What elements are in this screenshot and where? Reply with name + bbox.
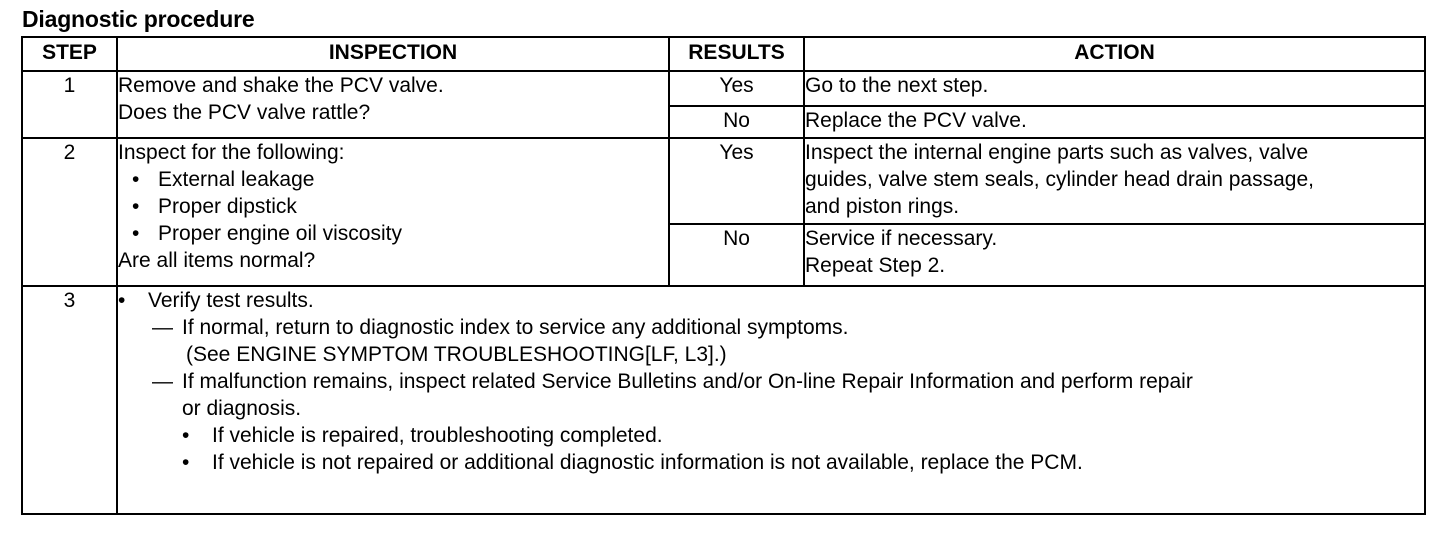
table-row-step-3 — [22, 286, 1425, 514]
action-cell — [804, 224, 1425, 286]
list-item-continuation: or diagnosis. — [182, 397, 302, 420]
list-item — [118, 166, 668, 193]
action-cell: Replace the PCV valve. — [804, 106, 1425, 138]
action-line: Service if necessary. — [805, 227, 998, 250]
list-item — [118, 220, 668, 247]
inspection-line: Are all items normal? — [118, 249, 316, 272]
bullet-icon: • — [132, 222, 140, 245]
header-action: ACTION — [804, 37, 1425, 71]
result-no: No — [669, 224, 804, 286]
list-item-text: If vehicle is not repaired or additional diagnostic information is not available, replace the PCM. — [212, 451, 1083, 474]
step-number: 3 — [22, 286, 117, 514]
header-results: RESULTS — [669, 37, 804, 71]
action-line: Repeat Step 2. — [805, 254, 946, 277]
list-item — [118, 287, 1424, 314]
dash-icon: — — [152, 370, 173, 393]
list-item-text: Verify test results. — [148, 289, 314, 312]
table-row-step-2-yes — [22, 138, 1425, 224]
bullet-icon: • — [132, 168, 140, 191]
list-item — [118, 368, 1424, 395]
result-yes: Yes — [669, 138, 804, 224]
bullet-icon: • — [132, 195, 140, 218]
list-item — [118, 449, 1424, 476]
list-item-text: If normal, return to diagnostic index to service any additional symptoms. — [182, 316, 849, 339]
step-2-inspection — [117, 138, 669, 286]
action-cell — [804, 138, 1425, 224]
list-item — [118, 314, 1424, 341]
list-item-text: Proper engine oil viscosity — [158, 222, 402, 245]
header-inspection: INSPECTION — [117, 37, 669, 71]
action-line: Inspect the internal engine parts such as valves, valve — [805, 141, 1309, 164]
dash-icon: — — [152, 316, 173, 339]
header-step: STEP — [22, 37, 117, 71]
inspection-line: Remove and shake the PCV valve. — [118, 74, 444, 97]
header-row — [22, 37, 1425, 71]
inspection-line: Inspect for the following: — [118, 141, 345, 164]
list-item — [118, 193, 668, 220]
bullet-icon: • — [118, 289, 126, 312]
list-item-text: If vehicle is repaired, troubleshooting completed. — [212, 424, 663, 447]
bullet-icon: • — [182, 451, 190, 474]
step-1-inspection — [117, 71, 669, 138]
inspection-line: Does the PCV valve rattle? — [118, 101, 371, 124]
diagnostic-table — [21, 36, 1426, 515]
result-no: No — [669, 106, 804, 138]
list-item-text: If malfunction remains, inspect related Service Bulletins and/or On-line Repair Information and perform repair — [182, 370, 1193, 393]
step-3-content — [117, 286, 1425, 514]
bullet-icon: • — [182, 424, 190, 447]
action-cell: Go to the next step. — [804, 71, 1425, 106]
list-item-text: External leakage — [158, 168, 315, 191]
action-line: guides, valve stem seals, cylinder head drain passage, — [805, 168, 1314, 191]
table-row-step-1-yes — [22, 71, 1425, 106]
reference-link[interactable]: (See ENGINE SYMPTOM TROUBLESHOOTING[LF, L3].) — [186, 343, 727, 366]
result-yes: Yes — [669, 71, 804, 106]
list-item — [118, 422, 1424, 449]
step-number: 1 — [22, 71, 117, 138]
action-line: and piston rings. — [805, 195, 960, 218]
step-number: 2 — [22, 138, 117, 286]
page-title: Diagnostic procedure — [22, 6, 255, 32]
list-item-text: Proper dipstick — [158, 195, 297, 218]
